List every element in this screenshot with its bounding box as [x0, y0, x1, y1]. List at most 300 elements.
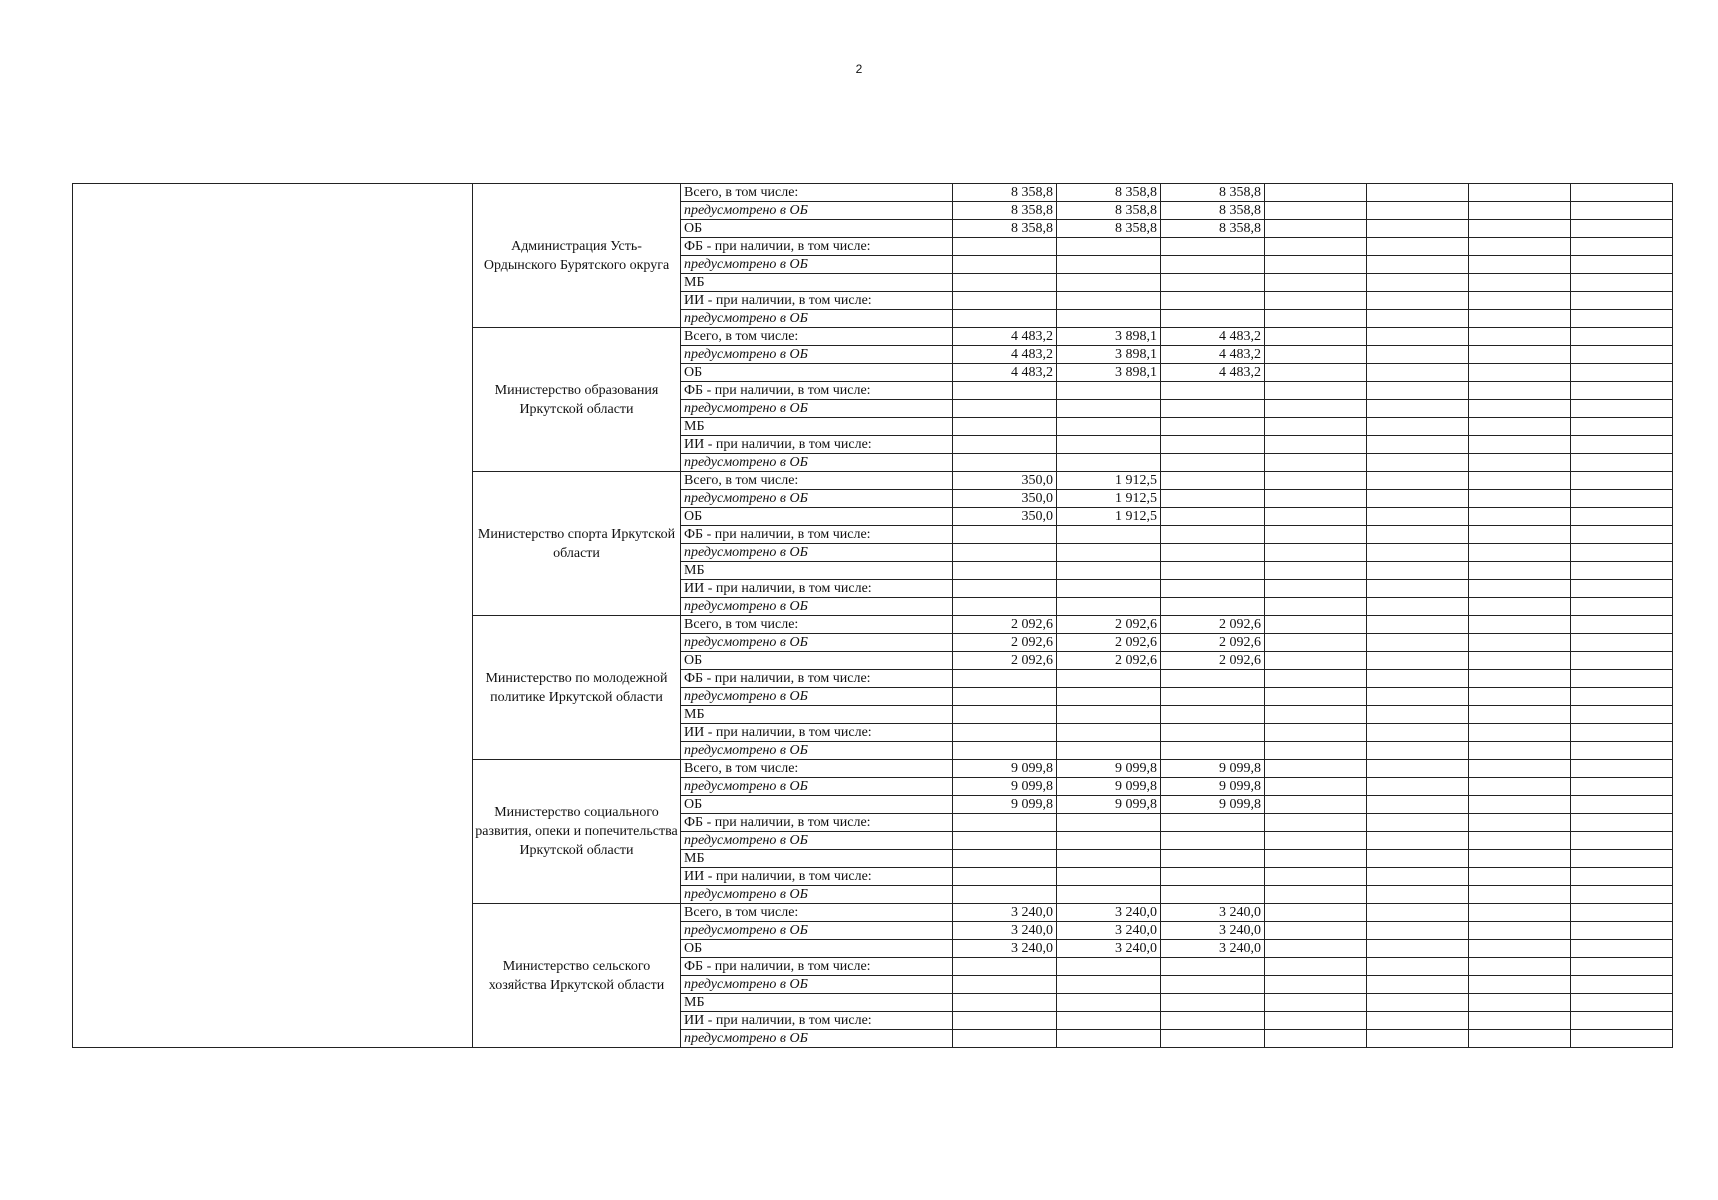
amount-cell: 3 240,0	[1161, 904, 1265, 922]
empty-cell	[1265, 940, 1367, 958]
funding-source-label: ОБ	[681, 220, 953, 238]
empty-cell	[1367, 328, 1469, 346]
amount-cell	[1161, 238, 1265, 256]
amount-cell: 9 099,8	[953, 778, 1057, 796]
amount-cell	[1057, 994, 1161, 1012]
amount-cell	[953, 724, 1057, 742]
amount-cell	[1161, 814, 1265, 832]
empty-cell	[1469, 940, 1571, 958]
amount-cell	[1057, 292, 1161, 310]
empty-cell	[1265, 436, 1367, 454]
funding-source-label: предусмотрено в ОБ	[681, 778, 953, 796]
empty-cell	[1367, 400, 1469, 418]
organization-name: Министерство сельского хозяйства Иркутской области	[473, 904, 681, 1048]
amount-cell: 1 912,5	[1057, 508, 1161, 526]
empty-cell	[1265, 742, 1367, 760]
empty-cell	[1265, 562, 1367, 580]
empty-cell	[1469, 814, 1571, 832]
amount-cell: 3 240,0	[1057, 940, 1161, 958]
amount-cell	[953, 544, 1057, 562]
funding-source-label: МБ	[681, 274, 953, 292]
amount-cell	[953, 382, 1057, 400]
amount-cell	[1161, 400, 1265, 418]
empty-cell	[1265, 850, 1367, 868]
amount-cell	[953, 238, 1057, 256]
amount-cell	[953, 832, 1057, 850]
amount-cell: 2 092,6	[1161, 652, 1265, 670]
empty-cell	[1469, 382, 1571, 400]
amount-cell	[1057, 958, 1161, 976]
funding-source-label: ИИ - при наличии, в том числе:	[681, 868, 953, 886]
empty-cell	[1469, 238, 1571, 256]
empty-cell	[1571, 418, 1673, 436]
empty-cell	[1265, 670, 1367, 688]
empty-cell	[1265, 472, 1367, 490]
empty-cell	[1571, 310, 1673, 328]
empty-cell	[1367, 616, 1469, 634]
amount-cell	[953, 976, 1057, 994]
empty-cell	[1265, 832, 1367, 850]
amount-cell	[953, 850, 1057, 868]
funding-source-label: ФБ - при наличии, в том числе:	[681, 814, 953, 832]
empty-cell	[1469, 796, 1571, 814]
funding-source-label: предусмотрено в ОБ	[681, 742, 953, 760]
amount-cell	[1161, 544, 1265, 562]
amount-cell	[1057, 1012, 1161, 1030]
amount-cell: 1 912,5	[1057, 490, 1161, 508]
empty-cell	[1469, 1012, 1571, 1030]
empty-cell	[1571, 724, 1673, 742]
amount-cell	[953, 1012, 1057, 1030]
empty-cell	[1469, 976, 1571, 994]
amount-cell: 9 099,8	[1161, 796, 1265, 814]
amount-cell: 8 358,8	[1161, 184, 1265, 202]
amount-cell	[1161, 1012, 1265, 1030]
amount-cell: 4 483,2	[1161, 328, 1265, 346]
funding-source-label: ИИ - при наличии, в том числе:	[681, 292, 953, 310]
amount-cell: 8 358,8	[1057, 220, 1161, 238]
empty-cell	[1265, 256, 1367, 274]
empty-cell	[1367, 886, 1469, 904]
amount-cell	[1161, 598, 1265, 616]
amount-cell: 3 240,0	[1057, 904, 1161, 922]
amount-cell	[1161, 472, 1265, 490]
empty-cell	[1571, 544, 1673, 562]
funding-source-label: предусмотрено в ОБ	[681, 400, 953, 418]
amount-cell	[953, 814, 1057, 832]
empty-cell	[1367, 1030, 1469, 1048]
empty-cell	[1469, 652, 1571, 670]
amount-cell: 350,0	[953, 472, 1057, 490]
amount-cell: 2 092,6	[953, 634, 1057, 652]
empty-cell	[1469, 1030, 1571, 1048]
empty-cell	[1367, 364, 1469, 382]
empty-cell	[1571, 490, 1673, 508]
amount-cell: 3 240,0	[953, 904, 1057, 922]
amount-cell	[1161, 292, 1265, 310]
empty-cell	[1571, 472, 1673, 490]
empty-cell	[1469, 580, 1571, 598]
empty-cell	[1571, 400, 1673, 418]
funding-source-label: предусмотрено в ОБ	[681, 688, 953, 706]
amount-cell	[1161, 526, 1265, 544]
funding-source-label: ОБ	[681, 940, 953, 958]
empty-cell	[1469, 364, 1571, 382]
empty-cell	[1571, 796, 1673, 814]
empty-cell	[1367, 1012, 1469, 1030]
empty-cell	[1265, 328, 1367, 346]
amount-cell	[1057, 868, 1161, 886]
amount-cell	[953, 670, 1057, 688]
amount-cell	[1161, 580, 1265, 598]
funding-source-label: Всего, в том числе:	[681, 904, 953, 922]
amount-cell	[1161, 490, 1265, 508]
amount-cell	[1161, 1030, 1265, 1048]
amount-cell: 4 483,2	[953, 364, 1057, 382]
empty-cell	[1265, 976, 1367, 994]
amount-cell: 3 240,0	[1161, 940, 1265, 958]
empty-cell	[1367, 202, 1469, 220]
funding-source-label: предусмотрено в ОБ	[681, 976, 953, 994]
empty-cell	[1367, 292, 1469, 310]
table-row	[73, 184, 1673, 202]
empty-cell	[1571, 832, 1673, 850]
amount-cell	[953, 580, 1057, 598]
empty-cell	[1469, 292, 1571, 310]
organization-name: Администрация Усть-Ордынского Бурятского округа	[473, 184, 681, 328]
empty-cell	[1469, 742, 1571, 760]
amount-cell: 8 358,8	[1057, 202, 1161, 220]
budget-table	[72, 183, 1673, 1048]
empty-cell	[1469, 490, 1571, 508]
empty-cell	[1265, 778, 1367, 796]
amount-cell	[1057, 436, 1161, 454]
empty-cell	[1469, 958, 1571, 976]
amount-cell	[953, 742, 1057, 760]
empty-cell	[1469, 472, 1571, 490]
amount-cell	[1057, 454, 1161, 472]
amount-cell	[953, 292, 1057, 310]
empty-cell	[1469, 310, 1571, 328]
empty-cell	[1265, 544, 1367, 562]
empty-cell	[1265, 346, 1367, 364]
empty-cell	[1367, 760, 1469, 778]
empty-cell	[1265, 724, 1367, 742]
funding-source-label: Всего, в том числе:	[681, 760, 953, 778]
amount-cell	[1057, 400, 1161, 418]
funding-source-label: предусмотрено в ОБ	[681, 1030, 953, 1048]
empty-cell	[1571, 886, 1673, 904]
empty-cell	[1469, 256, 1571, 274]
amount-cell	[1161, 274, 1265, 292]
empty-cell	[1571, 184, 1673, 202]
empty-cell	[1571, 814, 1673, 832]
amount-cell: 2 092,6	[1057, 634, 1161, 652]
amount-cell	[1057, 976, 1161, 994]
amount-cell	[1161, 976, 1265, 994]
empty-cell	[1571, 922, 1673, 940]
empty-cell	[1571, 526, 1673, 544]
empty-cell	[1265, 238, 1367, 256]
amount-cell: 2 092,6	[1161, 616, 1265, 634]
empty-cell	[1571, 1030, 1673, 1048]
organization-name: Министерство спорта Иркутской области	[473, 472, 681, 616]
amount-cell	[1057, 274, 1161, 292]
empty-cell	[1367, 688, 1469, 706]
empty-cell	[1265, 292, 1367, 310]
amount-cell: 8 358,8	[1161, 220, 1265, 238]
amount-cell	[1161, 670, 1265, 688]
empty-cell	[1469, 886, 1571, 904]
empty-cell	[1469, 724, 1571, 742]
funding-source-label: Всего, в том числе:	[681, 616, 953, 634]
empty-cell	[1367, 472, 1469, 490]
empty-cell	[1265, 688, 1367, 706]
funding-source-label: предусмотрено в ОБ	[681, 346, 953, 364]
amount-cell: 8 358,8	[1161, 202, 1265, 220]
amount-cell	[1161, 886, 1265, 904]
amount-cell: 3 898,1	[1057, 364, 1161, 382]
organization-name: Министерство по молодежной политике Иркутской области	[473, 616, 681, 760]
funding-source-label: Всего, в том числе:	[681, 184, 953, 202]
empty-cell	[1265, 418, 1367, 436]
amount-cell: 3 240,0	[1161, 922, 1265, 940]
amount-cell	[1057, 256, 1161, 274]
funding-source-label: Всего, в том числе:	[681, 328, 953, 346]
empty-cell	[1469, 670, 1571, 688]
empty-cell	[1265, 220, 1367, 238]
amount-cell: 1 912,5	[1057, 472, 1161, 490]
empty-cell	[1265, 526, 1367, 544]
empty-cell	[1367, 220, 1469, 238]
empty-cell	[1265, 652, 1367, 670]
empty-cell	[1265, 814, 1367, 832]
empty-cell	[1571, 346, 1673, 364]
empty-cell	[1571, 256, 1673, 274]
empty-cell	[1367, 382, 1469, 400]
empty-cell	[1571, 688, 1673, 706]
amount-cell	[1161, 562, 1265, 580]
amount-cell: 9 099,8	[953, 760, 1057, 778]
amount-cell: 3 240,0	[953, 940, 1057, 958]
amount-cell	[1161, 706, 1265, 724]
empty-cell	[1469, 544, 1571, 562]
amount-cell: 9 099,8	[953, 796, 1057, 814]
empty-cell	[1265, 598, 1367, 616]
empty-cell	[1571, 778, 1673, 796]
empty-cell	[1367, 814, 1469, 832]
amount-cell	[1161, 868, 1265, 886]
empty-cell	[1265, 796, 1367, 814]
empty-cell	[1571, 454, 1673, 472]
funding-source-label: ФБ - при наличии, в том числе:	[681, 526, 953, 544]
empty-cell	[1571, 598, 1673, 616]
empty-cell	[1367, 940, 1469, 958]
funding-source-label: предусмотрено в ОБ	[681, 922, 953, 940]
amount-cell	[1057, 544, 1161, 562]
amount-cell	[953, 274, 1057, 292]
empty-cell	[1571, 850, 1673, 868]
funding-source-label: Всего, в том числе:	[681, 472, 953, 490]
empty-cell	[1469, 904, 1571, 922]
empty-cell	[1469, 562, 1571, 580]
empty-cell	[1367, 724, 1469, 742]
funding-source-label: МБ	[681, 850, 953, 868]
amount-cell	[953, 310, 1057, 328]
amount-cell	[1057, 814, 1161, 832]
empty-cell	[1469, 184, 1571, 202]
amount-cell	[953, 1030, 1057, 1048]
funding-source-label: предусмотрено в ОБ	[681, 490, 953, 508]
empty-cell	[1571, 940, 1673, 958]
empty-cell	[1265, 382, 1367, 400]
amount-cell	[953, 526, 1057, 544]
amount-cell	[1057, 598, 1161, 616]
amount-cell	[1161, 256, 1265, 274]
empty-cell	[1571, 220, 1673, 238]
amount-cell	[1161, 832, 1265, 850]
empty-cell	[1367, 922, 1469, 940]
empty-cell	[1367, 454, 1469, 472]
empty-cell	[1367, 274, 1469, 292]
amount-cell: 9 099,8	[1057, 778, 1161, 796]
amount-cell	[953, 256, 1057, 274]
empty-cell	[1469, 760, 1571, 778]
empty-cell	[1265, 886, 1367, 904]
empty-cell	[1265, 364, 1367, 382]
empty-cell	[1367, 490, 1469, 508]
amount-cell	[1057, 706, 1161, 724]
amount-cell	[953, 688, 1057, 706]
amount-cell	[1057, 688, 1161, 706]
amount-cell	[1161, 742, 1265, 760]
amount-cell: 4 483,2	[1161, 346, 1265, 364]
empty-cell	[1265, 634, 1367, 652]
empty-cell	[1571, 202, 1673, 220]
amount-cell	[1161, 418, 1265, 436]
funding-source-label: ОБ	[681, 796, 953, 814]
empty-cell	[1571, 616, 1673, 634]
amount-cell	[1057, 832, 1161, 850]
empty-cell	[1469, 868, 1571, 886]
empty-cell	[1571, 904, 1673, 922]
amount-cell	[1161, 850, 1265, 868]
empty-cell	[1571, 634, 1673, 652]
amount-cell	[953, 706, 1057, 724]
amount-cell	[1161, 436, 1265, 454]
funding-source-label: ФБ - при наличии, в том числе:	[681, 670, 953, 688]
empty-cell	[1571, 706, 1673, 724]
funding-source-label: ОБ	[681, 652, 953, 670]
amount-cell	[1161, 454, 1265, 472]
amount-cell	[953, 994, 1057, 1012]
amount-cell: 9 099,8	[1057, 760, 1161, 778]
empty-cell	[1367, 706, 1469, 724]
empty-cell	[1265, 1030, 1367, 1048]
empty-cell	[1367, 598, 1469, 616]
empty-cell	[1571, 670, 1673, 688]
empty-cell	[1571, 868, 1673, 886]
amount-cell: 2 092,6	[953, 652, 1057, 670]
amount-cell	[1057, 526, 1161, 544]
empty-cell	[1367, 508, 1469, 526]
organization-name: Министерство образования Иркутской области	[473, 328, 681, 472]
empty-cell	[1367, 418, 1469, 436]
amount-cell: 350,0	[953, 508, 1057, 526]
empty-cell	[1265, 454, 1367, 472]
funding-source-label: МБ	[681, 994, 953, 1012]
empty-program-column	[73, 184, 473, 1048]
funding-source-label: ОБ	[681, 508, 953, 526]
empty-cell	[1571, 958, 1673, 976]
empty-cell	[1469, 220, 1571, 238]
empty-cell	[1571, 328, 1673, 346]
empty-cell	[1265, 184, 1367, 202]
empty-cell	[1367, 904, 1469, 922]
funding-source-label: предусмотрено в ОБ	[681, 886, 953, 904]
amount-cell	[953, 436, 1057, 454]
empty-cell	[1367, 994, 1469, 1012]
amount-cell: 3 898,1	[1057, 346, 1161, 364]
empty-cell	[1265, 958, 1367, 976]
empty-cell	[1469, 850, 1571, 868]
empty-cell	[1469, 706, 1571, 724]
organization-name: Министерство социального развития, опеки и попечительства Иркутской области	[473, 760, 681, 904]
amount-cell	[1057, 724, 1161, 742]
empty-cell	[1367, 868, 1469, 886]
empty-cell	[1571, 976, 1673, 994]
empty-cell	[1367, 526, 1469, 544]
empty-cell	[1265, 508, 1367, 526]
empty-cell	[1367, 958, 1469, 976]
funding-source-label: предусмотрено в ОБ	[681, 454, 953, 472]
empty-cell	[1265, 760, 1367, 778]
amount-cell: 2 092,6	[953, 616, 1057, 634]
funding-source-label: ИИ - при наличии, в том числе:	[681, 724, 953, 742]
empty-cell	[1367, 562, 1469, 580]
amount-cell	[1161, 724, 1265, 742]
amount-cell	[953, 958, 1057, 976]
empty-cell	[1265, 868, 1367, 886]
empty-cell	[1265, 274, 1367, 292]
amount-cell	[953, 886, 1057, 904]
amount-cell	[1057, 562, 1161, 580]
empty-cell	[1469, 778, 1571, 796]
funding-source-label: предусмотрено в ОБ	[681, 832, 953, 850]
empty-cell	[1469, 400, 1571, 418]
empty-cell	[1469, 274, 1571, 292]
amount-cell: 8 358,8	[1057, 184, 1161, 202]
empty-cell	[1367, 670, 1469, 688]
amount-cell	[953, 868, 1057, 886]
amount-cell	[953, 418, 1057, 436]
amount-cell: 2 092,6	[1057, 616, 1161, 634]
empty-cell	[1571, 994, 1673, 1012]
empty-cell	[1367, 796, 1469, 814]
amount-cell: 2 092,6	[1161, 634, 1265, 652]
funding-source-label: ИИ - при наличии, в том числе:	[681, 1012, 953, 1030]
empty-cell	[1469, 526, 1571, 544]
funding-source-label: предусмотрено в ОБ	[681, 544, 953, 562]
amount-cell	[1161, 310, 1265, 328]
empty-cell	[1367, 832, 1469, 850]
amount-cell	[1057, 310, 1161, 328]
empty-cell	[1265, 922, 1367, 940]
funding-source-label: предусмотрено в ОБ	[681, 256, 953, 274]
empty-cell	[1469, 598, 1571, 616]
empty-cell	[1367, 742, 1469, 760]
amount-cell	[1161, 508, 1265, 526]
